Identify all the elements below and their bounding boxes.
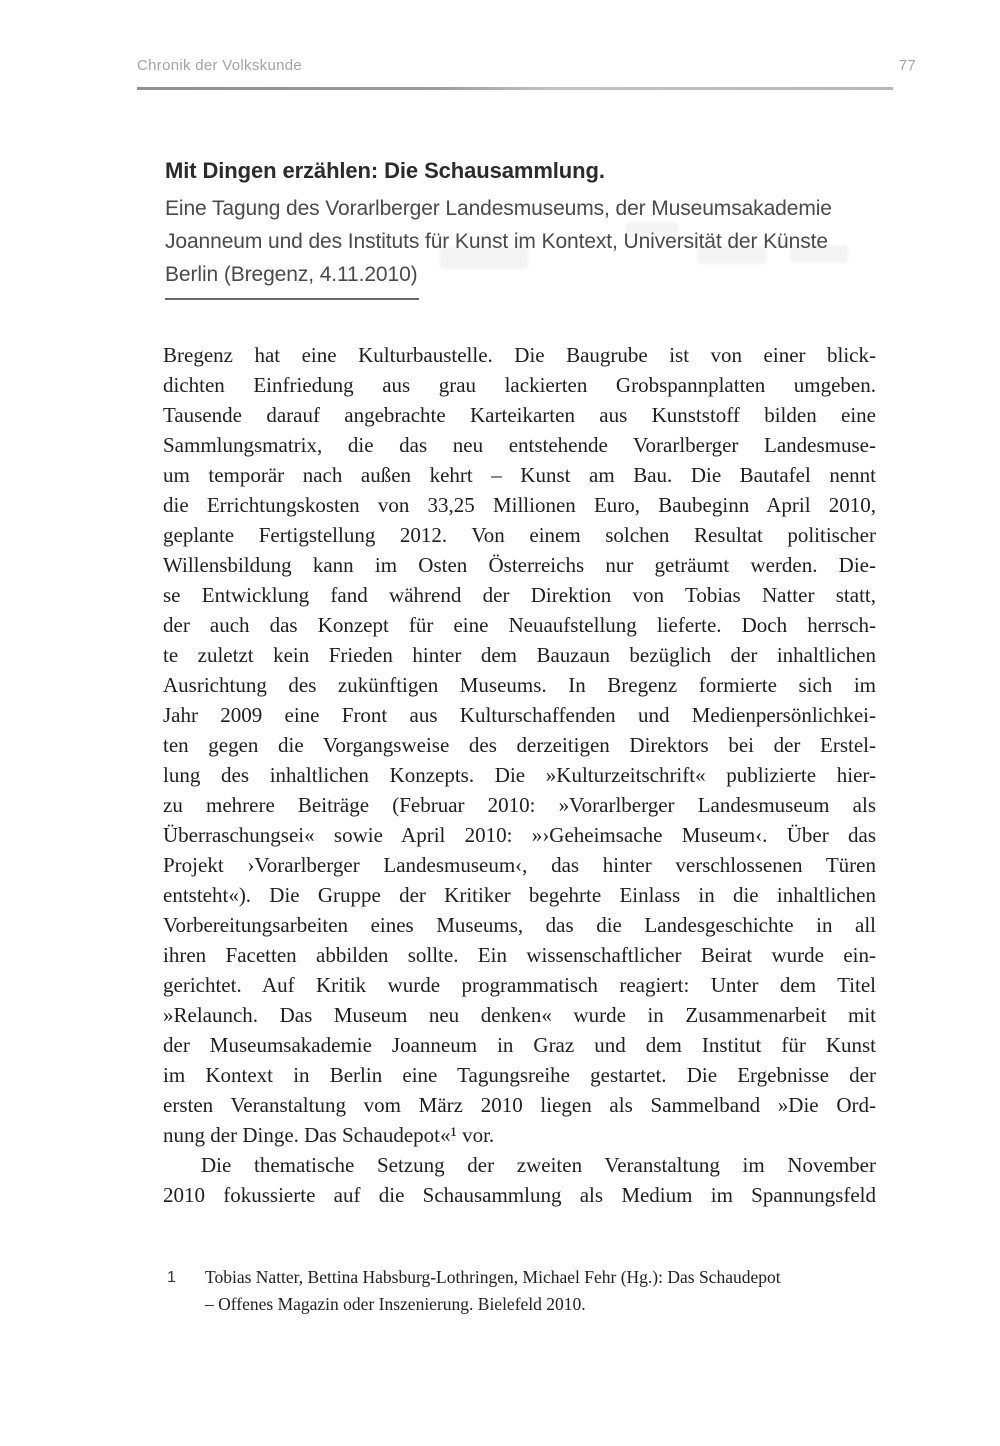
body-line: ten gegen die Vorgangsweise des derzeitigen Direktors bei der Erstel- [163, 733, 876, 757]
footnote-line: – Offenes Magazin oder Inszenierung. Bielefeld 2010. [205, 1294, 586, 1314]
body-line: die Errichtungskosten von 33,25 Millionen Euro, Baubeginn April 2010, [163, 493, 876, 517]
body-line: Sammlungsmatrix, die das neu entstehende Vorarlberger Landesmuse- [163, 433, 876, 457]
body-line: Überraschungsei« sowie April 2010: »›Geheimsache Museum‹. Über das [163, 823, 876, 847]
body-line: der Museumsakademie Joanneum in Graz und dem Institut für Kunst [163, 1033, 876, 1057]
body-text [163, 340, 876, 1210]
body-line: ihren Facetten abbilden sollte. Ein wissenschaftlicher Beirat wurde ein- [163, 943, 876, 967]
body-line: lung des inhaltlichen Konzepts. Die »Kulturzeitschrift« publizierte hier- [163, 763, 876, 787]
footnote-text [205, 1264, 879, 1318]
body-line: Bregenz hat eine Kulturbaustelle. Die Baugrube ist von einer blick- [163, 343, 876, 367]
body-line: gerichtet. Auf Kritik wurde programmatisch reagiert: Unter dem Titel [163, 973, 876, 997]
body-line: im Kontext in Berlin eine Tagungsreihe gestartet. Die Ergebnisse der [163, 1063, 876, 1087]
body-line: se Entwicklung fand während der Direktion von Tobias Natter statt, [163, 583, 876, 607]
body-line: Projekt ›Vorarlberger Landesmuseum‹, das hinter verschlossenen Türen [163, 853, 876, 877]
body-line: der auch das Konzept für eine Neuaufstellung lieferte. Doch herrsch- [163, 613, 876, 637]
body-line: »Relaunch. Das Museum neu denken« wurde in Zusammenarbeit mit [163, 1003, 876, 1027]
body-line: zu mehrere Beiträge (Februar 2010: »Vorarlberger Landesmuseum als [163, 793, 876, 817]
body-line: Ausrichtung des zukünftigen Museums. In Bregenz formierte sich im [163, 673, 876, 697]
running-header [137, 57, 916, 74]
article-title: Mit Dingen erzählen: Die Schausammlung. [165, 158, 605, 183]
body-line: nung der Dinge. Das Schaudepot«¹ vor. [163, 1123, 495, 1147]
body-line: geplante Fertigstellung 2012. Von einem solchen Resultat politischer [163, 523, 876, 547]
footnote [167, 1264, 879, 1318]
article-subtitle-line: Berlin (Bregenz, 4.11.2010) [165, 263, 418, 286]
footnote-line: Tobias Natter, Bettina Habsburg-Lothringen, Michael Fehr (Hg.): Das Schaudepot [205, 1267, 781, 1287]
body-line: um temporär nach außen kehrt – Kunst am Bau. Die Bautafel nennt [163, 463, 876, 487]
article-subtitle-line: Joanneum und des Instituts für Kunst im Kontext, Universität der Künste [165, 230, 828, 253]
body-line: Vorbereitungsarbeiten eines Museums, das die Landesgeschichte in all [163, 913, 876, 937]
body-line: 2010 fokussierte auf die Schausammlung als Medium im Spannungsfeld [163, 1183, 876, 1207]
title-divider-rule [165, 298, 419, 300]
body-line: Tausende darauf angebrachte Karteikarten aus Kunststoff bilden eine [163, 403, 876, 427]
body-line: dichten Einfriedung aus grau lackierten Grobspannplatten umgeben. [163, 373, 876, 397]
body-line: Willensbildung kann im Osten Österreichs nur geträumt werden. Die- [163, 553, 876, 577]
title-block [165, 158, 880, 291]
article-subtitle-line: Eine Tagung des Vorarlberger Landesmuseums, der Museumsakademie [165, 197, 832, 220]
body-line: Jahr 2009 eine Front aus Kulturschaffenden und Medienpersönlichkei- [163, 703, 876, 727]
body-line: ersten Veranstaltung vom März 2010 liegen als Sammelband »Die Ord- [163, 1093, 876, 1117]
body-line: entsteht«). Die Gruppe der Kritiker begehrte Einlass in die inhaltlichen [163, 883, 876, 907]
footnote-marker: 1 [167, 1269, 176, 1286]
body-line: Die thematische Setzung der zweiten Veranstaltung im November [201, 1153, 876, 1177]
page-number: 77 [898, 57, 916, 74]
header-rule [137, 87, 893, 90]
header-section-title: Chronik der Volkskunde [137, 57, 303, 74]
body-line: te zuletzt kein Frieden hinter dem Bauzaun bezüglich der inhaltlichen [163, 643, 876, 667]
